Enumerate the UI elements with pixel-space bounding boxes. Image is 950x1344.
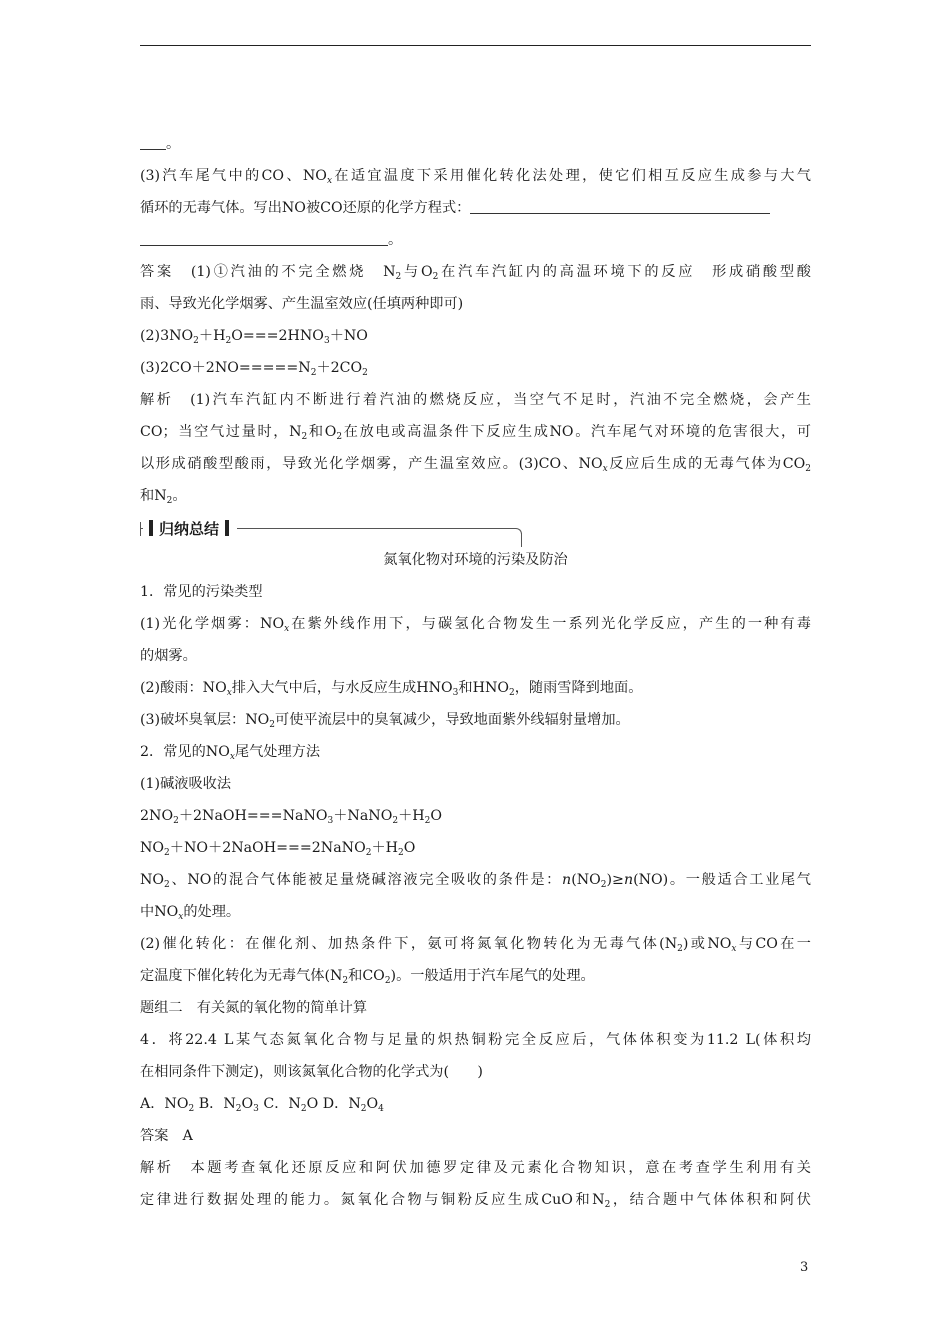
answer-blank[interactable] <box>470 196 770 214</box>
header-rule <box>140 45 811 46</box>
q3-line-2: 循环的无毒气体。写出NO被CO还原的化学方程式： <box>140 192 811 224</box>
summary-p1-line-1: (1)光化学烟雾：$NO_x$在紫外线作用下，与碳氢化合物发生一系列光化学反应，产生的一种有毒 <box>140 616 811 634</box>
group-2-title: 题组二 有关氮的氧化物的简单计算 <box>140 1000 368 1016</box>
option-c: C．$N_2O$ <box>263 1096 319 1114</box>
analysis-1-line-2: CO；当空气过量时，$N_2$和$O_2$在放电或高温条件下反应生成NO。汽车尾气对环境的危害很大，可 <box>140 424 811 442</box>
answer-1-line-1: 答案 (1)①汽油的不完全燃烧 $N_2$与$O_2$在汽车汽缸内的高温环境下的反应 形成硝酸型酸 <box>140 264 811 282</box>
summary-p1-line-2: 的烟雾。 <box>140 648 197 664</box>
q4-line-1: 4．将22.4 L某气态氮氧化合物与足量的炽热铜粉完全反应后，气体体积变为11.2 L(体积均 <box>140 1032 811 1048</box>
summary-condition-line-1: $NO_2$、NO的混合气体能被足量烧碱溶液完全吸收的条件是：$n(NO_2)\ge n(NO)$。一般适合工业尾气 <box>140 872 811 890</box>
q4-line-2: 在相同条件下测定)，则该氮氧化合物的化学式为( ) <box>140 1064 483 1080</box>
summary-box-header <box>140 512 811 544</box>
summary-title: 氮氧化物对环境的污染及防治 <box>383 552 568 568</box>
summary-heading-2: 2．常见的$NO_x$尾气处理方法 <box>140 744 321 762</box>
summary-method-1: (1)碱液吸收法 <box>140 776 232 792</box>
summary-p2: (2)酸雨：$NO_x$排入大气中后，与水反应生成$HNO_3$和$HNO_2$，随雨雪降到地面。 <box>140 680 643 698</box>
page-number: 3 <box>800 1260 809 1275</box>
summary-eq-1: $2NO_2+2NaOH===NaNO_3+NaNO_2+H_2O$ <box>140 808 442 826</box>
q4-options <box>140 1088 811 1120</box>
answer-1-eq-2: $(2)3NO_2+H_2O===2HNO_3+NO$ <box>140 328 368 346</box>
analysis-1-line-4: 和$N_2$。 <box>140 488 187 506</box>
analysis-2-line-1: 解析 本题考查氧化还原反应和阿伏加德罗定律及元素化合物知识，意在考查学生利用有关 <box>140 1160 811 1176</box>
summary-condition-line-2: 中$NO_x$的处理。 <box>140 904 241 922</box>
answer-1-eq-3: $(3)2CO+2NO=====N_2+2CO_2$ <box>140 360 368 378</box>
answer-blank[interactable] <box>140 132 166 150</box>
q3-line-1: (3)汽车尾气中的CO、$NO_x$在适宜温度下采用催化转化法处理，使它们相互反应生成参与大气 <box>140 168 811 186</box>
answer-1-line-2: 雨、导致光化学烟雾、产生温室效应(任填两种即可) <box>140 296 464 312</box>
summary-box-title: 归纳总结 <box>159 519 220 538</box>
answer-2: 答案 A <box>140 1128 193 1144</box>
title-bar-right <box>225 520 229 536</box>
summary-method-2-line-2: 定温度下催化转化为无毒气体($N_2$和$CO_2$)。一般适用于汽车尾气的处理。 <box>140 968 595 986</box>
option-b: B．$N_2O_3$ <box>198 1096 259 1114</box>
title-bar-left <box>149 520 153 536</box>
summary-p3: (3)破坏臭氧层：$NO_2$可使平流层中的臭氧减少，导致地面紫外线辐射量增加。 <box>140 712 630 730</box>
answer-label: 答案 <box>140 264 174 280</box>
option-d: D．$N_2O_4$ <box>322 1096 384 1114</box>
analysis-1-line-1: 解析 (1)汽车汽缸内不断进行着汽油的燃烧反应，当空气不足时，汽油不完全燃烧，会产生 <box>140 392 811 408</box>
document-body <box>140 128 811 1216</box>
summary-method-2-line-1: (2)催化转化：在催化剂、加热条件下，氨可将氮氧化物转化为无毒气体$(N_2)$或$NO_x$与CO在一 <box>140 936 811 954</box>
summary-heading-1: 1．常见的污染类型 <box>140 584 263 600</box>
q3-line-3: 。 <box>140 224 811 256</box>
analysis-2-line-2: 定律进行数据处理的能力。氮氧化合物与铜粉反应生成CuO和$N_2$，结合题中气体体积和阿伏 <box>140 1192 811 1210</box>
analysis-label: 解析 <box>140 392 174 408</box>
answer-blank[interactable] <box>140 228 388 246</box>
option-a: A．$NO_2$ <box>140 1096 195 1114</box>
q3-line-0: 。 <box>140 128 811 160</box>
analysis-1-line-3: 以形成硝酸型酸雨，导致光化学烟雾，产生温室效应。(3)CO、$NO_x$反应后生成的无毒气体为$CO_2$ <box>140 456 811 474</box>
summary-eq-2: $NO_2+NO+2NaOH===2NaNO_2+H_2O$ <box>140 840 416 858</box>
